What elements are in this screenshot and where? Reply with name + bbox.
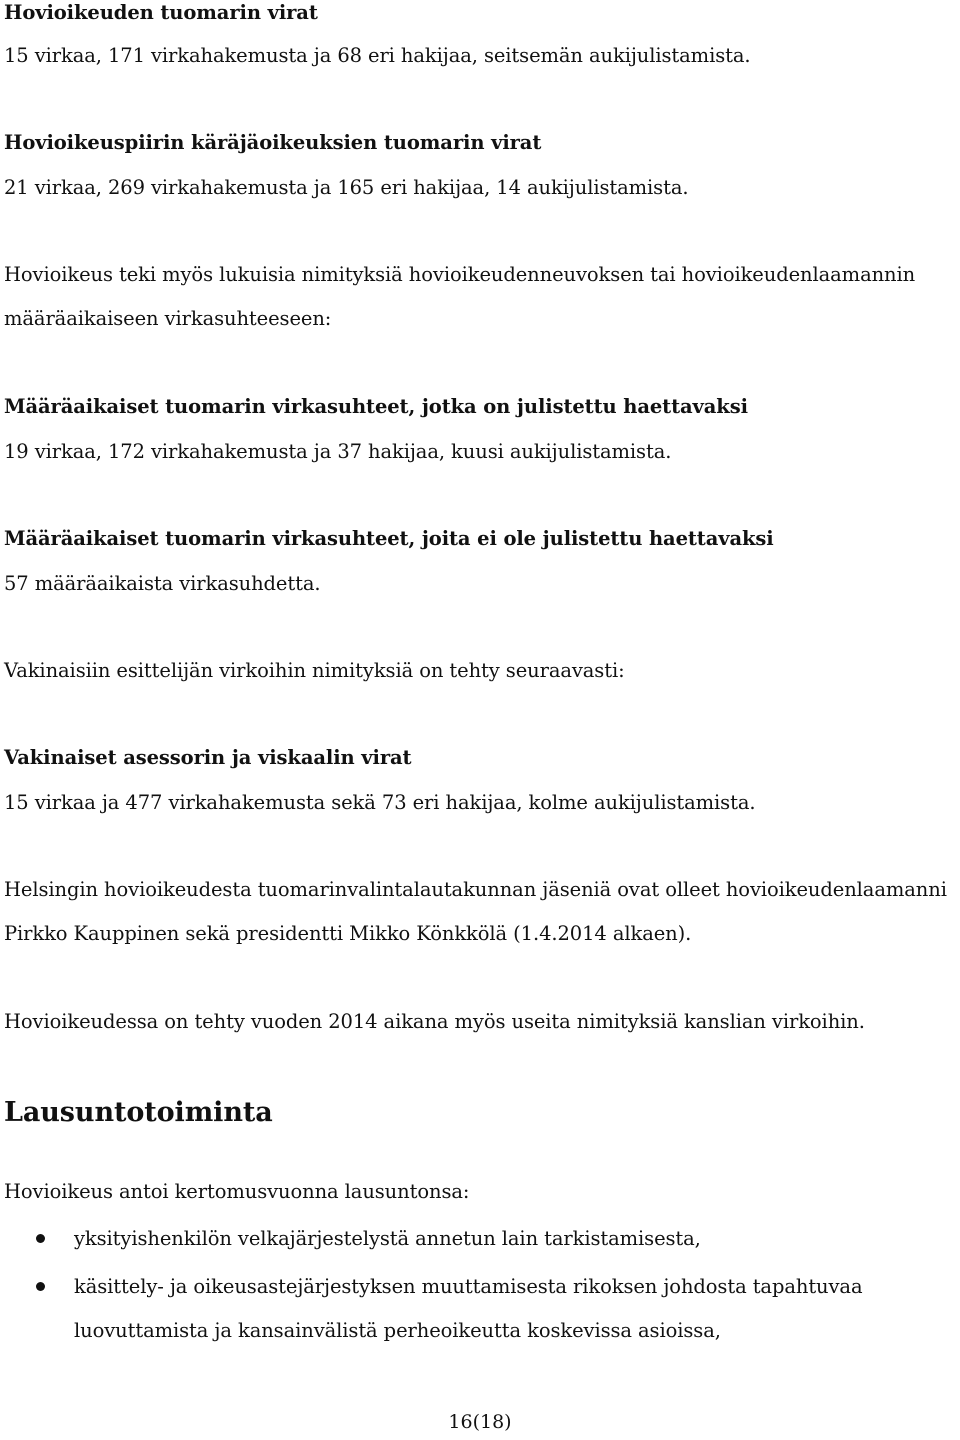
section-heading: Määräaikaiset tuomarin virkasuhteet, joita ei ole julistettu haettavaksi bbox=[4, 527, 774, 550]
section-heading: Hovioikeuden tuomarin virat bbox=[4, 1, 318, 24]
section-text: 15 virkaa, 171 virkahakemusta ja 68 eri hakijaa, seitsemän aukijulistamista. bbox=[4, 44, 751, 67]
section-text: 15 virkaa ja 477 virkahakemusta sekä 73 eri hakijaa, kolme aukijulistamista. bbox=[4, 791, 756, 814]
chapter-heading: Lausuntotoiminta bbox=[4, 1097, 273, 1128]
section-heading: Hovioikeuspiirin käräjäoikeuksien tuomarin virat bbox=[4, 131, 542, 154]
paragraph-line: määräaikaiseen virkasuhteeseen: bbox=[4, 307, 332, 330]
paragraph-line: Pirkko Kauppinen sekä presidentti Mikko Könkkölä (1.4.2014 alkaen). bbox=[4, 922, 692, 945]
paragraph-line: Hovioikeus teki myös lukuisia nimityksiä hovioikeudenneuvoksen tai hovioikeudenlaamannin bbox=[4, 263, 916, 286]
bullet-icon bbox=[36, 1282, 45, 1291]
page-number: 16(18) bbox=[448, 1411, 512, 1433]
list-item: yksityishenkilön velkajärjestelystä annetun lain tarkistamisesta, bbox=[74, 1227, 701, 1250]
paragraph-line: Vakinaisiin esittelijän virkoihin nimityksiä on tehty seuraavasti: bbox=[4, 659, 625, 682]
list-item: käsittely- ja oikeusastejärjestyksen muuttamisesta rikoksen johdosta tapahtuvaa bbox=[74, 1275, 863, 1298]
paragraph-line: Hovioikeus antoi kertomusvuonna lausuntonsa: bbox=[4, 1180, 470, 1203]
section-text: 57 määräaikaista virkasuhdetta. bbox=[4, 572, 321, 595]
paragraph-line: Hovioikeudessa on tehty vuoden 2014 aikana myös useita nimityksiä kanslian virkoihin. bbox=[4, 1010, 865, 1033]
section-text: 19 virkaa, 172 virkahakemusta ja 37 hakijaa, kuusi aukijulistamista. bbox=[4, 440, 672, 463]
bullet-icon bbox=[36, 1234, 45, 1243]
paragraph-line: Helsingin hovioikeudesta tuomarinvalintalautakunnan jäseniä ovat olleet hovioikeudenlaamanni bbox=[4, 878, 947, 901]
section-heading: Vakinaiset asessorin ja viskaalin virat bbox=[4, 746, 412, 769]
list-item-continuation: luovuttamista ja kansainvälistä perheoikeutta koskevissa asioissa, bbox=[74, 1319, 721, 1342]
section-heading: Määräaikaiset tuomarin virkasuhteet, jotka on julistettu haettavaksi bbox=[4, 395, 748, 418]
section-text: 21 virkaa, 269 virkahakemusta ja 165 eri hakijaa, 14 aukijulistamista. bbox=[4, 176, 689, 199]
